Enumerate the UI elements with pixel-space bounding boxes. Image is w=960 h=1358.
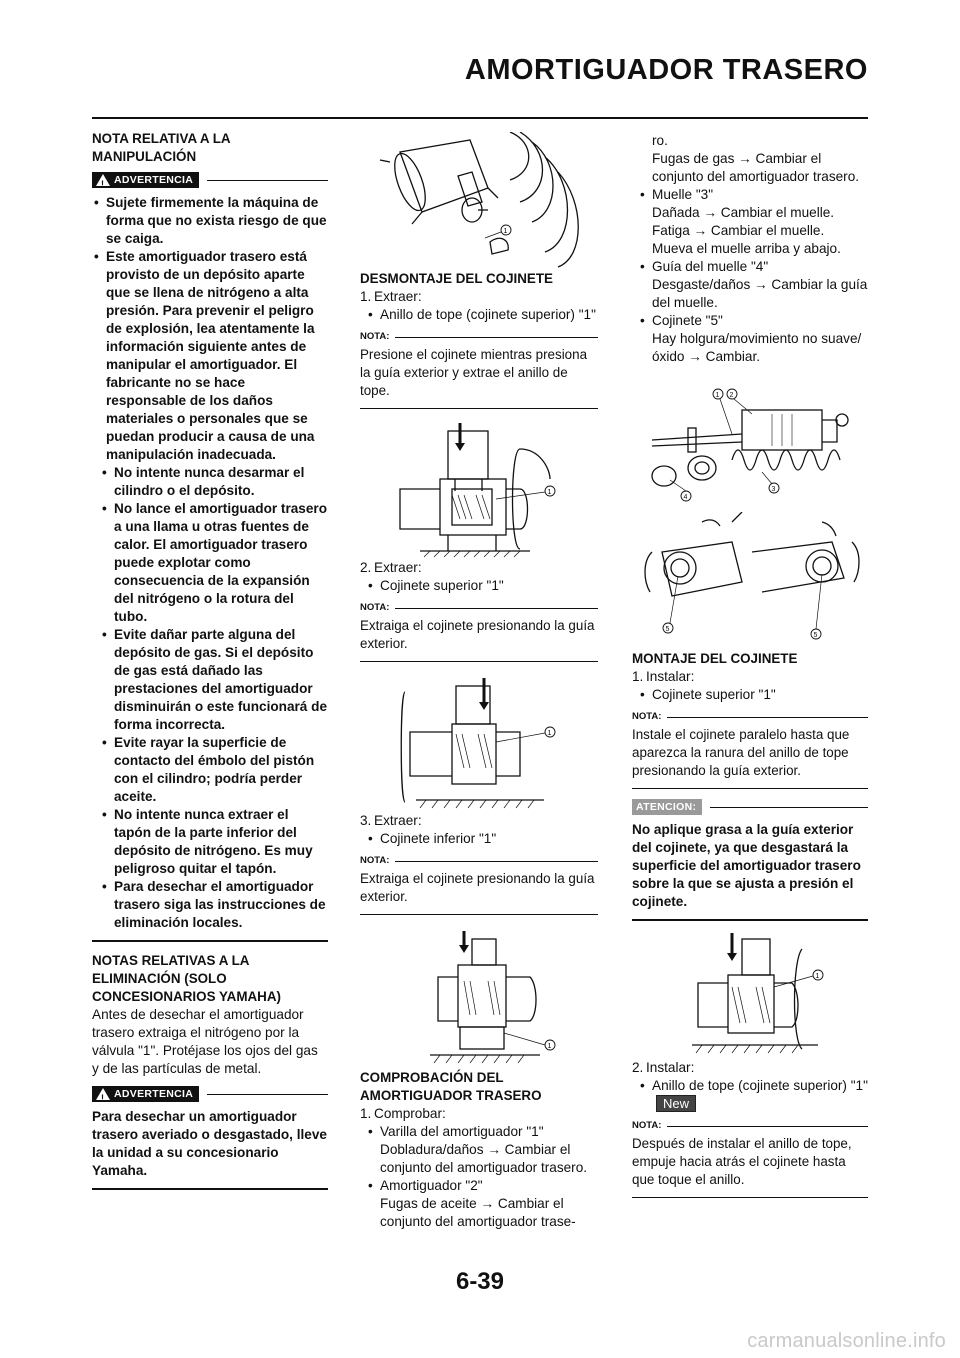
nota-text: Presione el cojinete mientras presiona la guía exterior y extrae el anillo de tope. [360,347,588,398]
callout-1: 1 [547,730,552,737]
nota-text: Extraiga el cojinete presionando la guía exterior. [360,618,595,651]
divider [360,914,598,915]
list-item: • No intente nunca desarmar el cilindro o el depósito. [102,464,328,500]
divider [207,180,328,181]
step-3: 3. Extraer: [360,813,422,828]
step-1: 1. Extraer: [360,289,422,304]
callout-1: 1 [547,1043,552,1050]
continuation-text: ro. Fugas de gas → Cambiar el conjunto del amortiguador trasero. [652,133,860,184]
list-item: • Cojinete inferior "1" [368,830,598,848]
header-rule [92,117,868,119]
figure-shock-valve [360,132,598,270]
callout-4: 4 [683,494,688,501]
list-item: • Cojinete "5" Hay holgura/movimiento no suave/óxido → Cambiar. [640,312,868,366]
list-item: • Evite dañar parte alguna del depósito de gas. Si el depósito de gas está dañado las prestaciones del amortiguador disminuirán o este funcionará de forma incorrecta. [102,626,328,734]
list-item: • Amortiguador "2" Fugas de aceite → Cambiar el conjunto del amortiguador trase- [368,1177,598,1231]
bearing-press-illustration [360,925,598,1069]
column-1 [92,130,328,1200]
warning-icon [96,1088,110,1100]
list-item: • Muelle "3" Dañada → Cambiar el muelle. Fatiga → Cambiar el muelle. Mueva el muelle arriba y abajo. [640,186,868,258]
callout-1: 1 [815,973,820,980]
step-2: 2. Extraer: [360,560,422,575]
atencion-text: No aplique grasa a la guía exterior del cojinete, ya que desgastará la superficie del amortiguador trasero sobre la que se ajusta a presión el cojinete. [632,822,861,909]
shock-valve-illustration [360,132,598,270]
divider [632,788,868,789]
list-item: • No lance el amortiguador trasero a una llama u otras fuentes de calor. El amortiguador trasero puede explotar como consecuencia de la expansión del nitrógeno o la rotura del tubo. [102,500,328,626]
new-badge: New [656,1095,696,1112]
step-1-list [360,306,598,324]
warning-icon [96,174,110,186]
warning-sublist [92,464,328,932]
nota-header: NOTA: [360,599,598,617]
column-3 [632,132,868,1208]
step-2: 2. Instalar: [632,1060,695,1075]
list-item: • Anillo de tope (cojinete superior) "1" New [640,1077,868,1113]
step-1: 1. Instalar: [632,669,695,684]
warning-banner [92,1086,328,1102]
list-item: • Varilla del amortiguador "1" Dobladura/daños → Cambiar el conjunto del amortiguador trasero. [368,1123,598,1177]
bearing-press-illustration [360,419,598,559]
nota-text: Extraiga el cojinete presionando la guía exterior. [360,871,595,904]
divider [92,1188,328,1190]
divider [360,408,598,409]
list-item: • Evite rayar la superficie de contacto del émbolo del pistón con el cilindro; podría perder aceite. [102,734,328,806]
figure-bearing-removal-3 [360,925,598,1069]
warning-banner [92,172,328,188]
install-list [632,1077,868,1113]
heading-comprobacion: COMPROBACIÓN DEL AMORTIGUADOR TRASERO [360,1070,542,1103]
list-item: • Cojinete superior "1" [640,686,868,704]
callout-5: 5 [813,632,818,639]
figure-shock-parts [632,380,868,512]
page-header-title: AMORTIGUADOR TRASERO [464,54,868,86]
atencion-banner [632,799,868,815]
divider [632,1197,868,1198]
list-item: • Anillo de tope (cojinete superior) "1" [368,306,598,324]
heading-montaje: MONTAJE DEL COJINETE [632,651,798,666]
page-number: 6-39 [455,1268,505,1295]
heading-desmontaje: DESMONTAJE DEL COJINETE [360,271,553,286]
list-item: • Guía del muelle "4" Desgaste/daños → Cambiar la guía del muelle. [640,258,868,312]
warning-badge: ! ADVERTENCIA [92,1086,199,1102]
nota-header: NOTA: [360,328,598,346]
figure-bearing-check [632,512,868,650]
divider [92,940,328,942]
step-1: 1. Comprobar: [360,1106,446,1121]
divider [207,1094,328,1095]
warning-list [92,194,328,464]
nota-text: Después de instalar el anillo de tope, empuje hacia atrás el cojinete hasta que toque el anillo. [632,1136,852,1187]
bearing-check-illustration [632,512,868,650]
shock-exploded-illustration [632,380,868,512]
nota-header: NOTA: [632,708,868,726]
bearing-press-illustration [360,672,598,812]
figure-bearing-removal-1 [360,419,598,559]
list-item: • Sujete firmemente la máquina de forma que no exista riesgo de que se caiga. [92,194,328,248]
paragraph: Antes de desechar el amortiguador trasero extraiga el nitrógeno por la válvula "1". Protéjase los ojos del gas y de las partículas de metal. [92,1007,318,1076]
heading-eliminacion: NOTAS RELATIVAS A LA ELIMINACIÓN (SOLO CONCESIONARIOS YAMAHA) [92,953,281,1004]
nota-text: Instale el cojinete paralelo hasta que aparezca la ranura del anillo de tope presionando la guía exterior. [632,727,850,778]
check-list [360,1123,598,1231]
list-item: • Cojinete superior "1" [368,577,598,595]
step-3-list [360,830,598,848]
nota-header: NOTA: [360,852,598,870]
nota-header: NOTA: [632,1117,868,1135]
check-list [632,186,868,366]
figure-bearing-install [632,931,868,1059]
list-item: • Este amortiguador trasero está provisto de un depósito aparte que se llena de nitrógeno a alta presión. Para prevenir el peligro de explosión, lea atentamente la información siguiente antes de manipular el amortiguador. El fabricante no se hace responsable de los daños materiales o personales que se puedan producir a causa de una manipulación inadecuada. [92,248,328,464]
column-2 [360,132,598,1231]
warning-badge: ! ADVERTENCIA [92,172,199,188]
warning-text: Para desechar un amortiguador trasero averiado o desgastado, lleve la unidad a su concesionario Yamaha. [92,1109,327,1178]
step-2-list [360,577,598,595]
figure-bearing-removal-2 [360,672,598,812]
install-list [632,686,868,704]
atencion-badge: ATENCION: [632,799,702,815]
bearing-install-illustration [632,931,868,1059]
list-item: • Para desechar el amortiguador trasero siga las instrucciones de eliminación locales. [102,878,328,932]
heading-manipulacion: NOTA RELATIVA A LA MANIPULACIÓN [92,131,231,164]
callout-1: 1 [503,228,508,235]
callout-3: 3 [771,486,776,493]
callout-1: 1 [715,392,720,399]
watermark: carmanualsonline.info [747,1330,946,1352]
callout-1: 1 [547,489,552,496]
list-item: • No intente nunca extraer el tapón de la parte inferior del depósito de nitrógeno. Es muy peligroso quitar el tapón. [102,806,328,878]
callout-2: 2 [729,392,734,399]
divider [632,919,868,921]
divider [360,661,598,662]
callout-5: 5 [665,626,670,633]
divider [710,807,868,808]
